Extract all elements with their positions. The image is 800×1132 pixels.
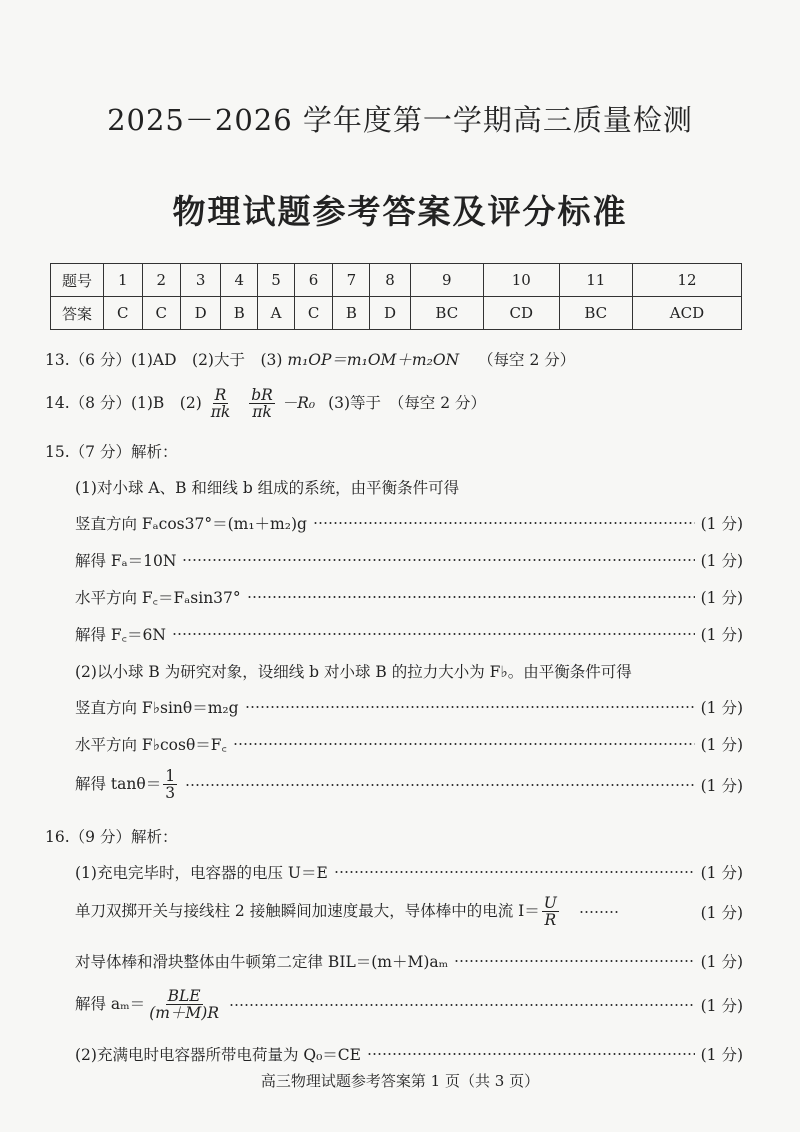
q14-fraction-1: [209, 387, 233, 421]
q13-equation: m₁OP＝m₁OM＋m₂ON: [287, 351, 460, 369]
table-cell: D: [181, 297, 221, 330]
table-cell: A: [258, 297, 295, 330]
table-cell: CD: [483, 297, 559, 330]
table-cell: 12: [632, 264, 741, 297]
score-label: (1 分): [700, 996, 743, 1015]
score-label: (1 分): [700, 776, 743, 795]
score-label: (1 分): [700, 626, 743, 644]
table-cell: ACD: [632, 297, 741, 330]
step-text: 水平方向 F♭cosθ＝F꜀: [75, 736, 227, 754]
leader-dots: [579, 911, 619, 913]
step-text: 竖直方向 Fₐcos37°＝(m₁＋m₂)g: [75, 515, 307, 533]
q14-head: 14.（8 分）(1)B (2): [45, 393, 202, 412]
step-text: (2)充满电时电容器所带电荷量为 Q₀＝CE: [75, 1046, 361, 1064]
score-label: (1 分): [700, 552, 743, 570]
table-cell: 11: [559, 264, 632, 297]
step-text: (1)充电完毕时，电容器的电压 U＝E: [75, 864, 328, 882]
q15-step: [75, 512, 743, 534]
table-cell: 6: [294, 264, 333, 297]
leader-dots: [185, 784, 695, 786]
step-text: 解得 F꜀＝6N: [75, 626, 166, 644]
q16-step: [75, 988, 743, 1022]
q16-step: [75, 1043, 743, 1065]
leader-dots: [182, 559, 694, 561]
table-cell: BC: [559, 297, 632, 330]
table-cell: D: [370, 297, 410, 330]
q15-part1-intro: (1)对小球 A、B 和细线 b 组成的系统，由平衡条件可得: [75, 479, 460, 497]
step-text: 竖直方向 F♭sinθ＝m₂g: [75, 699, 239, 717]
q15-step: [75, 623, 743, 645]
table-cell: B: [333, 297, 370, 330]
step-text: [75, 988, 223, 1022]
q16-step: [75, 861, 743, 883]
acceleration-fraction: [147, 988, 221, 1022]
tan-fraction: [163, 768, 177, 802]
score-label: (1 分): [700, 903, 743, 922]
q15-part2-intro: (2)以小球 B 为研究对象，设细线 b 对小球 B 的拉力大小为 F♭。由平衡条件可得: [75, 663, 632, 681]
q15-step: [75, 586, 743, 608]
leader-dots: [454, 960, 694, 962]
step-text: 水平方向 F꜀＝Fₐsin37°: [75, 589, 241, 607]
leader-dots: [313, 522, 695, 524]
q14-tail: (3)等于 （每空 2 分）: [328, 393, 487, 412]
fraction-numerator: bR: [251, 386, 273, 404]
q13-head: 13.（6 分）(1)AD (2)大于 (3): [45, 351, 283, 369]
leader-dots: [233, 743, 695, 745]
row-label: 题号: [51, 264, 104, 297]
table-cell: 9: [410, 264, 483, 297]
score-label: (1 分): [700, 953, 743, 971]
leader-dots: [367, 1053, 695, 1055]
q16-step: [75, 895, 743, 929]
step-text: 对导体棒和滑块整体由牛顿第二定律 BIL＝(m＋M)aₘ: [75, 953, 449, 971]
table-cell: 3: [181, 264, 221, 297]
q14-fraction-2: [249, 387, 275, 421]
q13-tail: （每空 2 分）: [478, 351, 576, 369]
page-footer: 高三物理试题参考答案第 1 页（共 3 页）: [260, 1072, 540, 1090]
fraction-denominator: 3: [165, 784, 176, 803]
table-cell: 4: [221, 264, 258, 297]
exam-title: 2025－2026 学年度第一学期高三质量检测: [107, 103, 693, 137]
table-cell: 7: [333, 264, 370, 297]
score-label: (1 分): [700, 864, 743, 882]
answer-table: [50, 263, 742, 330]
leader-dots: [245, 706, 695, 708]
step-head: 解得 aₘ＝: [75, 994, 146, 1013]
step-text: 解得 Fₐ＝10N: [75, 552, 177, 570]
score-label: (1 分): [700, 736, 743, 754]
table-cell: C: [142, 297, 181, 330]
table-cell: C: [294, 297, 333, 330]
fraction-numerator: 1: [165, 767, 176, 785]
q15-head: 15.（7 分）解析：: [45, 443, 178, 461]
table-cell: 1: [104, 264, 143, 297]
score-label: (1 分): [700, 515, 743, 533]
table-cell: 5: [258, 264, 295, 297]
q15-step: [75, 549, 743, 571]
question-number-row: [51, 264, 742, 297]
answer-key-title: 物理试题参考答案及评分标准: [172, 192, 628, 231]
leader-dots: [172, 633, 695, 635]
score-label: (1 分): [700, 589, 743, 607]
step-text: [75, 895, 561, 929]
table-cell: 2: [142, 264, 181, 297]
fraction-denominator: (m＋M)R: [149, 1004, 220, 1023]
table-cell: 10: [483, 264, 559, 297]
q15-step: [75, 696, 743, 718]
leader-dots: [334, 871, 695, 873]
q16-head: 16.（9 分）解析：: [45, 828, 178, 846]
q14-answer: [45, 387, 486, 421]
q15-step: [75, 768, 743, 802]
answer-row: [51, 297, 742, 330]
fraction-numerator: U: [543, 894, 557, 912]
step-head: 单刀双掷开关与接线柱 2 接触瞬间加速度最大，导体棒中的电流 I＝: [75, 901, 540, 920]
fraction-denominator: πk: [252, 403, 272, 422]
leader-dots: [229, 1004, 695, 1006]
table-cell: 8: [370, 264, 410, 297]
current-fraction: [542, 895, 559, 929]
table-cell: B: [221, 297, 258, 330]
score-label: (1 分): [700, 699, 743, 717]
q15-step: [75, 733, 743, 755]
table-cell: BC: [410, 297, 483, 330]
leader-dots: [247, 596, 695, 598]
step-text: [75, 768, 179, 802]
row-label: 答案: [51, 297, 104, 330]
q14-minus-r0: －R₀: [281, 393, 316, 412]
fraction-numerator: R: [214, 386, 227, 404]
score-label: (1 分): [700, 1046, 743, 1064]
fraction-denominator: πk: [210, 403, 231, 422]
fraction-numerator: BLE: [167, 987, 201, 1005]
fraction-denominator: R: [544, 911, 557, 930]
table-cell: C: [104, 297, 143, 330]
q16-step: [75, 950, 743, 972]
q13-answer: [45, 348, 575, 370]
step-head: 解得 tanθ＝: [75, 774, 162, 793]
